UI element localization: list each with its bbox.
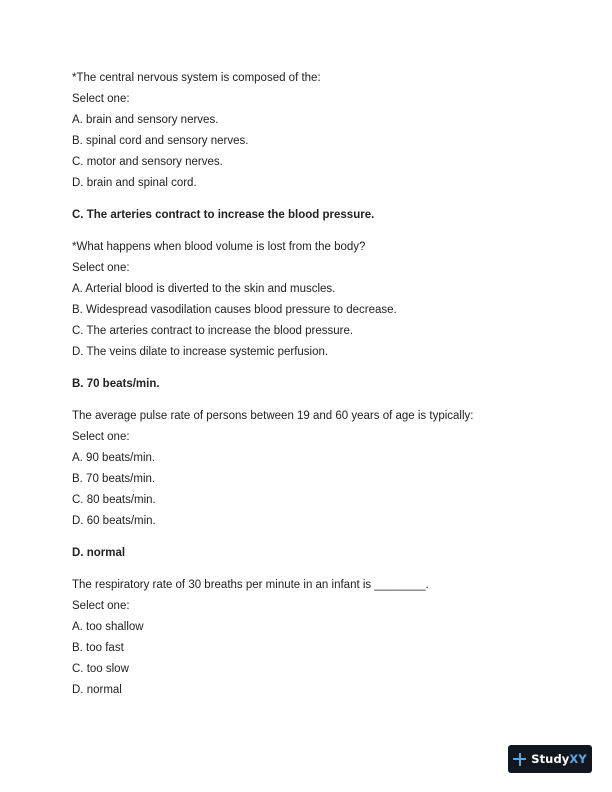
select-one-label: Select one: [72,600,130,612]
question-prompt: *What happens when blood volume is lost from the body? [72,241,366,253]
option-b: B. spinal cord and sensory nerves. [72,135,249,147]
select-one-label: Select one: [72,93,130,105]
question-prompt: The average pulse rate of persons between 19 and 60 years of age is typically: [72,410,474,422]
logo-text-accent: XY [569,752,587,766]
plus-icon [513,753,526,766]
question-4 [72,575,552,701]
option-a: A. Arterial blood is diverted to the skin and muscles. [72,283,336,295]
option-d: D. brain and spinal cord. [72,177,197,189]
select-one-label: Select one: [72,262,130,274]
option-d: D. 60 beats/min. [72,515,156,527]
option-d: D. The veins dilate to increase systemic perfusion. [72,346,329,358]
question-prompt: *The central nervous system is composed of the: [72,72,321,84]
studyxy-logo[interactable] [508,745,592,773]
option-c: C. 80 beats/min. [72,494,156,506]
option-c: C. motor and sensory nerves. [72,156,223,168]
option-a: A. too shallow [72,621,144,633]
select-one-label: Select one: [72,431,130,443]
option-a: A. brain and sensory nerves. [72,114,219,126]
logo-text-main: Study [531,752,570,766]
option-b: B. Widespread vasodilation causes blood pressure to decrease. [72,304,397,316]
option-c: C. The arteries contract to increase the blood pressure. [72,325,354,337]
answer-heading: B. 70 beats/min. [72,378,160,390]
question-prompt: The respiratory rate of 30 breaths per minute in an infant is ________. [72,579,429,591]
logo-text [531,752,587,766]
question-2 [72,237,552,363]
answer-heading: D. normal [72,547,126,559]
answer-heading: C. The arteries contract to increase the blood pressure. [72,209,375,221]
option-a: A. 90 beats/min. [72,452,156,464]
option-d: D. normal [72,684,122,696]
question-1 [72,68,552,194]
option-b: B. too fast [72,642,124,654]
option-c: C. too slow [72,663,129,675]
question-3 [72,406,552,532]
option-b: B. 70 beats/min. [72,473,156,485]
